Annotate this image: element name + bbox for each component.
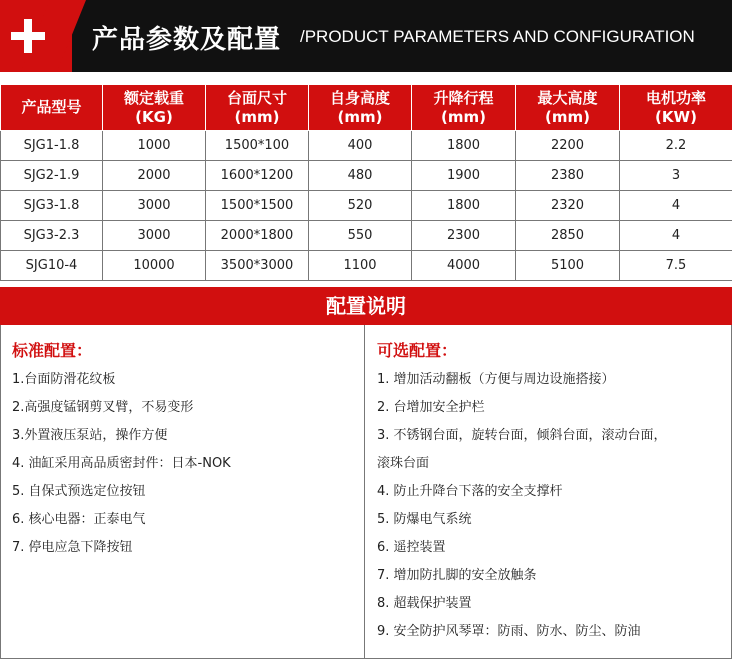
list-item: 6. 遥控装置 — [377, 540, 446, 555]
table-cell: 4 — [620, 191, 732, 221]
list-item: 4. 防止升降台下落的安全支撑杆 — [377, 484, 563, 499]
optional-config-list — [377, 366, 727, 646]
list-item: 2.高强度锰钢剪叉臂，不易变形 — [12, 400, 194, 415]
header-cell: 最大高度 (mm) — [516, 85, 620, 131]
table-cell: 1500*100 — [206, 131, 309, 161]
header-cell: 产品型号 — [1, 85, 103, 131]
plus-icon — [11, 19, 45, 53]
table-cell: 480 — [309, 161, 412, 191]
table-cell: 10000 — [103, 251, 206, 281]
optional-config-column — [377, 325, 727, 646]
table-cell: 7.5 — [620, 251, 732, 281]
list-item: 7. 增加防扎脚的安全放触条 — [377, 568, 537, 583]
table-cell: SJG10-4 — [1, 251, 103, 281]
list-item: 7. 停电应急下降按钮 — [12, 540, 133, 555]
table-cell: 2.2 — [620, 131, 732, 161]
table-cell: SJG2-1.9 — [1, 161, 103, 191]
list-item: 4. 油缸采用高品质密封件：日本-NOK — [12, 456, 231, 471]
header-cell: 台面尺寸 (mm) — [206, 85, 309, 131]
table-row — [1, 191, 732, 221]
params-table — [0, 84, 732, 281]
table-cell: SJG1-1.8 — [1, 131, 103, 161]
header-cell: 升降行程 (mm) — [412, 85, 516, 131]
list-item: 5. 防爆电气系统 — [377, 512, 472, 527]
optional-config-title: 可选配置： — [377, 341, 458, 360]
table-row — [1, 251, 732, 281]
column-divider — [364, 325, 365, 659]
table-cell: 520 — [309, 191, 412, 221]
table-cell: 4 — [620, 221, 732, 251]
table-cell: 1600*1200 — [206, 161, 309, 191]
list-item: 6. 核心电器：正泰电气 — [12, 512, 146, 527]
list-item: 3. 不锈钢台面，旋转台面，倾斜台面，滚动台面， — [377, 428, 667, 443]
table-row — [1, 131, 732, 161]
page-subtitle: /PRODUCT PARAMETERS AND CONFIGURATION — [300, 27, 695, 46]
config-title: 配置说明 — [0, 287, 732, 325]
table-cell: 2200 — [516, 131, 620, 161]
header-cell: 额定载重 (KG) — [103, 85, 206, 131]
header-banner — [0, 0, 732, 72]
table-row — [1, 161, 732, 191]
table-cell: 2000*1800 — [206, 221, 309, 251]
standard-config-list — [12, 366, 357, 562]
list-item: 5. 自保式预选定位按钮 — [12, 484, 146, 499]
table-cell: 1000 — [103, 131, 206, 161]
table-cell: 3000 — [103, 191, 206, 221]
header-cell: 自身高度 (mm) — [309, 85, 412, 131]
table-cell: 2000 — [103, 161, 206, 191]
table-cell: 1500*1500 — [206, 191, 309, 221]
table-cell: SJG3-2.3 — [1, 221, 103, 251]
table-cell: 1800 — [412, 191, 516, 221]
table-cell: 1800 — [412, 131, 516, 161]
table-cell: 4000 — [412, 251, 516, 281]
list-item: 2. 台增加安全护栏 — [377, 400, 485, 415]
params-header-row — [1, 85, 732, 131]
table-cell: 3500*3000 — [206, 251, 309, 281]
table-cell: 2320 — [516, 191, 620, 221]
table-row — [1, 221, 732, 251]
table-cell: 1100 — [309, 251, 412, 281]
table-cell: 550 — [309, 221, 412, 251]
list-item: 9. 安全防护风琴罩：防雨、防水、防尘、防油 — [377, 624, 641, 639]
standard-config-column — [12, 325, 357, 562]
table-cell: 2380 — [516, 161, 620, 191]
table-cell: 2300 — [412, 221, 516, 251]
list-item: 滚珠台面 — [377, 456, 430, 471]
table-cell: 1900 — [412, 161, 516, 191]
header-cell: 电机功率 (KW) — [620, 85, 732, 131]
table-cell: 2850 — [516, 221, 620, 251]
standard-config-title: 标准配置： — [12, 341, 93, 360]
table-cell: 3 — [620, 161, 732, 191]
page-title: 产品参数及配置 — [92, 25, 282, 55]
table-cell: 400 — [309, 131, 412, 161]
list-item: 3.外置液压泵站，操作方便 — [12, 428, 168, 443]
table-cell: 5100 — [516, 251, 620, 281]
table-cell: SJG3-1.8 — [1, 191, 103, 221]
list-item: 1. 增加活动翻板（方便与周边设施搭接） — [377, 372, 615, 387]
list-item: 8. 超载保护装置 — [377, 596, 472, 611]
table-cell: 3000 — [103, 221, 206, 251]
list-item: 1.台面防滑花纹板 — [12, 372, 116, 387]
